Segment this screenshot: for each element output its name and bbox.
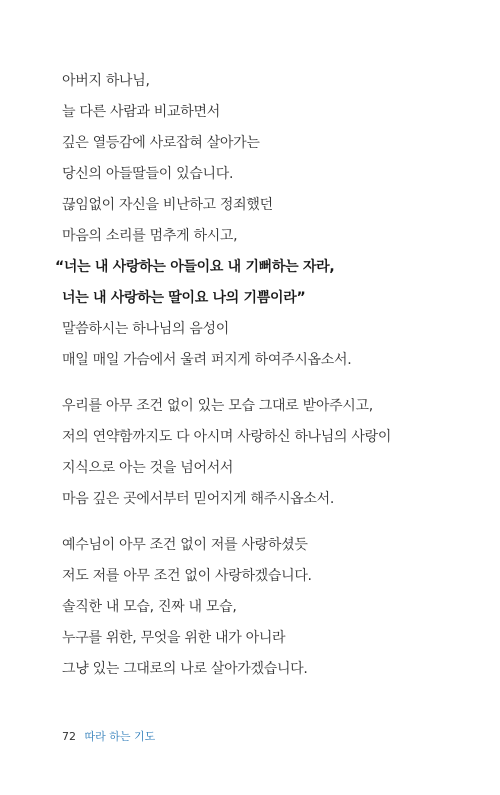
prayer-line: 마음 깊은 곳에서부터 믿어지게 해주시옵소서. xyxy=(62,491,335,507)
page-number: 72 xyxy=(62,730,76,743)
prayer-line: 그냥 있는 그대로의 나로 살아가겠습니다. xyxy=(62,661,308,677)
prayer-line: 말씀하시는 하나님의 음성이 xyxy=(62,321,229,337)
prayer-line: 매일 매일 가슴에서 울려 퍼지게 하여주시옵소서. xyxy=(62,352,352,368)
prayer-line: 지식으로 아는 것을 넘어서서 xyxy=(62,460,234,476)
prayer-line: 당신의 아들딸들이 있습니다. xyxy=(62,166,234,182)
prayer-line: 솔직한 내 모습, 진짜 내 모습, xyxy=(62,599,237,615)
prayer-line: 저의 연약함까지도 다 아시며 사랑하신 하나님의 사랑이 xyxy=(62,429,392,445)
prayer-line: 저도 저를 아무 조건 없이 사랑하겠습니다. xyxy=(62,568,312,584)
prayer-line: 마음의 소리를 멈추게 하시고, xyxy=(62,228,238,244)
prayer-line: 누구를 위한, 무엇을 위한 내가 아니라 xyxy=(62,630,286,646)
prayer-line: 깊은 열등감에 사로잡혀 살아가는 xyxy=(62,135,260,151)
scripture-quote-line: 너는 내 사랑하는 딸이요 나의 기쁨이라” xyxy=(62,290,306,306)
prayer-line: 우리를 아무 조건 없이 있는 모습 그대로 받아주시고, xyxy=(62,398,373,414)
section-title: 따라 하는 기도 xyxy=(84,730,156,743)
prayer-line: 끊임없이 자신을 비난하고 정죄했던 xyxy=(62,197,273,213)
page-footer xyxy=(62,729,155,745)
prayer-line: 예수님이 아무 조건 없이 저를 사랑하셨듯 xyxy=(62,537,308,553)
scripture-quote-line: “너는 내 사랑하는 아들이요 내 기뻐하는 자라, xyxy=(55,259,335,275)
prayer-line: 늘 다른 사람과 비교하면서 xyxy=(62,104,220,120)
prayer-line: 아버지 하나님, xyxy=(62,73,150,89)
